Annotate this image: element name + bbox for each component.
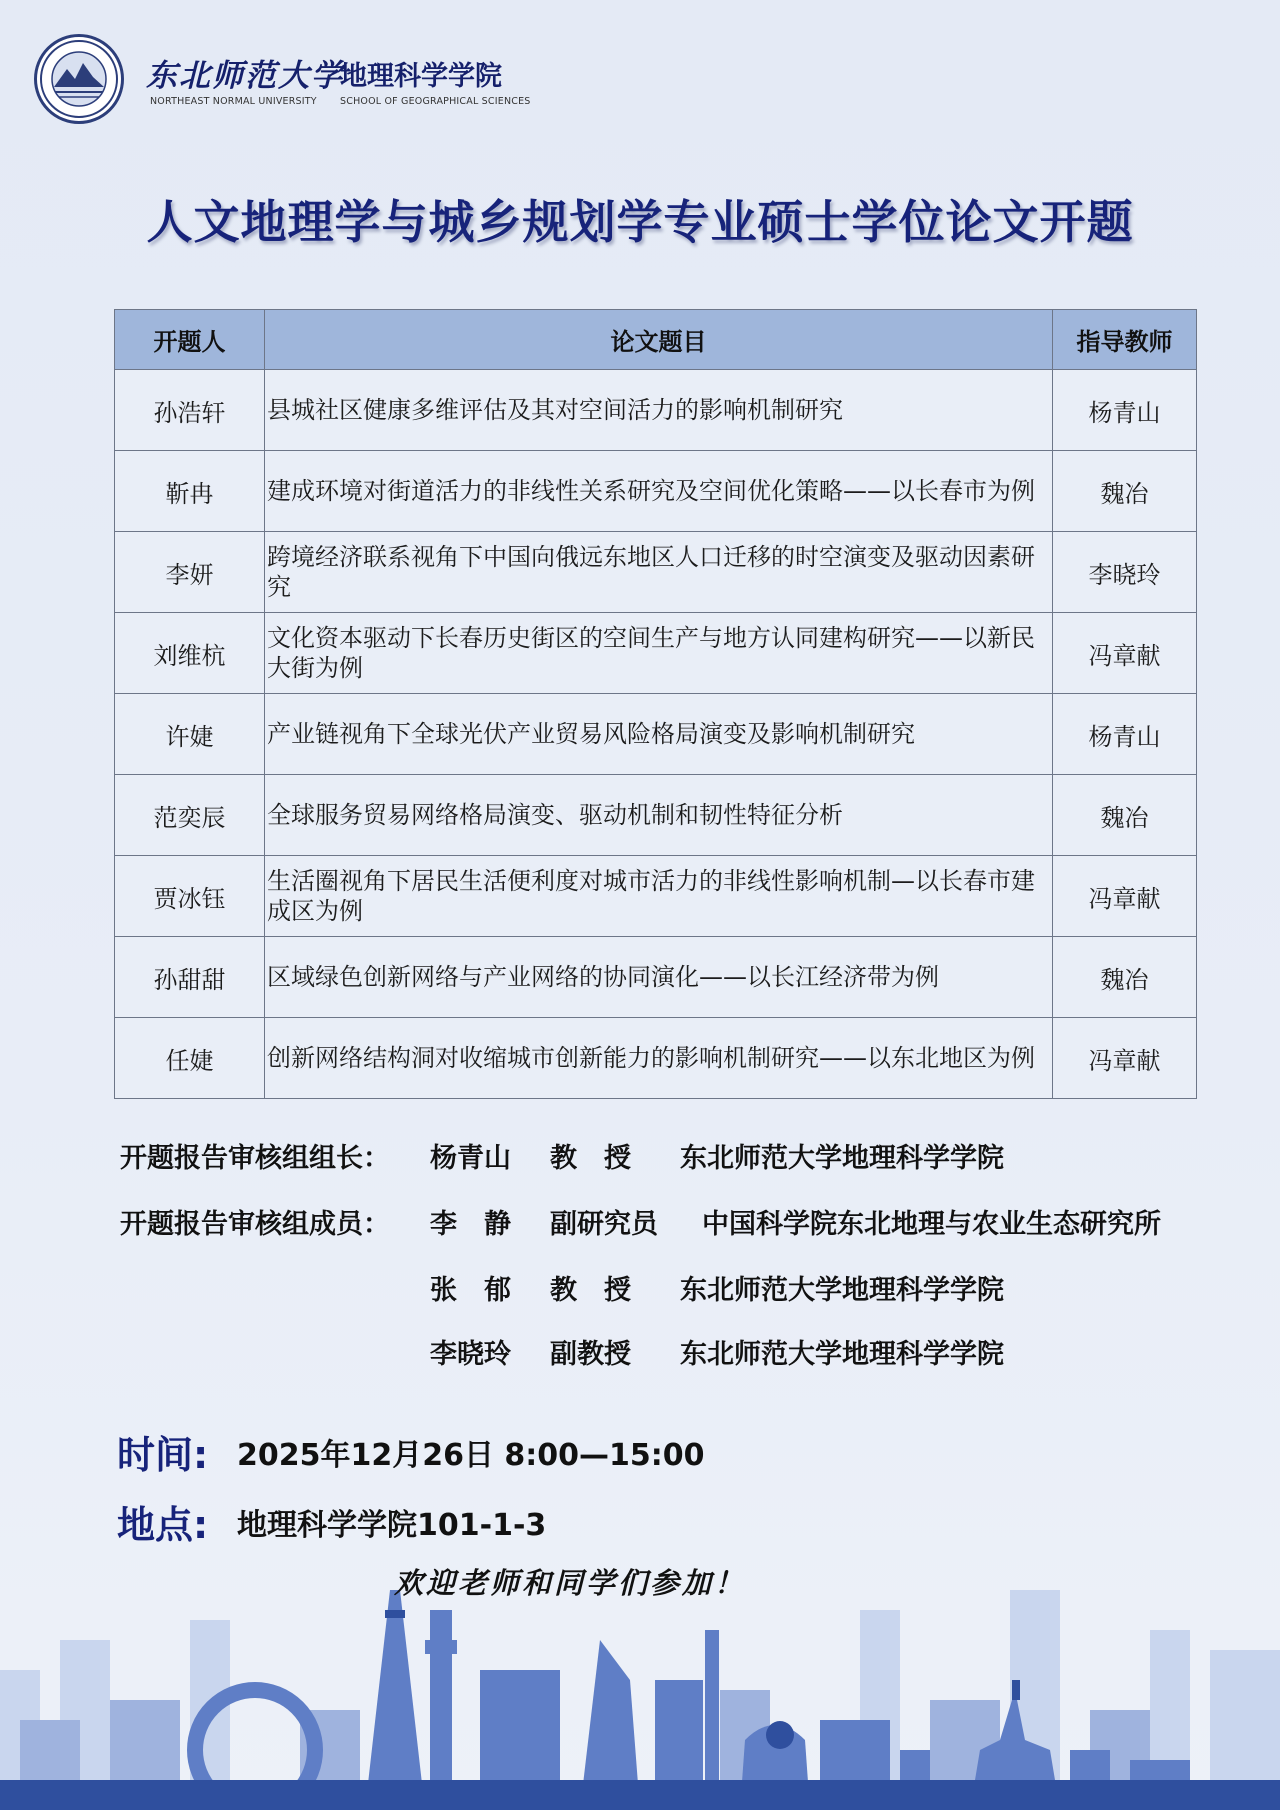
advisor-name: 李晓玲 <box>1053 532 1197 613</box>
table-row <box>115 532 1197 613</box>
table-row <box>115 937 1197 1018</box>
thesis-title: 县城社区健康多维评估及其对空间活力的影响机制研究 <box>265 370 1053 451</box>
university-logo <box>34 34 124 124</box>
advisor-name: 冯章献 <box>1053 613 1197 694</box>
table-row <box>115 613 1197 694</box>
advisor-name: 杨青山 <box>1053 694 1197 775</box>
presenter-name: 靳冉 <box>115 451 265 532</box>
time-label: 时间: <box>117 1433 209 1477</box>
member-rank: 副教授 <box>550 1339 631 1370</box>
thesis-title: 跨境经济联系视角下中国向俄远东地区人口迁移的时空演变及驱动因素研究 <box>265 532 1053 613</box>
header <box>34 34 634 130</box>
presenter-name: 贾冰钰 <box>115 856 265 937</box>
member-org: 东北师范大学地理科学学院 <box>680 1339 1004 1370</box>
committee-member-row <box>120 1268 1220 1308</box>
table-row <box>115 856 1197 937</box>
thesis-title: 建成环境对街道活力的非线性关系研究及空间优化策略——以长春市为例 <box>265 451 1053 532</box>
thesis-title: 创新网络结构洞对收缩城市创新能力的影响机制研究——以东北地区为例 <box>265 1018 1053 1099</box>
advisor-name: 魏冶 <box>1053 937 1197 1018</box>
advisor-name: 杨青山 <box>1053 370 1197 451</box>
presenter-name: 孙甜甜 <box>115 937 265 1018</box>
member-org: 东北师范大学地理科学学院 <box>680 1143 1004 1174</box>
committee-member-row <box>120 1332 1220 1372</box>
thesis-title: 全球服务贸易网络格局演变、驱动机制和韧性特征分析 <box>265 775 1053 856</box>
university-name-en: NORTHEAST NORMAL UNIVERSITY <box>150 96 317 107</box>
member-name: 李晓玲 <box>430 1339 511 1370</box>
member-org: 东北师范大学地理科学学院 <box>680 1275 1004 1306</box>
member-name: 杨青山 <box>430 1143 511 1174</box>
member-rank: 教 授 <box>550 1143 631 1174</box>
presenter-name: 刘维杭 <box>115 613 265 694</box>
page-title: 人文地理学与城乡规划学专业硕士学位论文开题 <box>146 195 1134 249</box>
thesis-title: 生活圈视角下居民生活便利度对城市活力的非线性影响机制—以长春市建成区为例 <box>265 856 1053 937</box>
table-row <box>115 775 1197 856</box>
advisor-name: 冯章献 <box>1053 1018 1197 1099</box>
presenter-name: 范奕辰 <box>115 775 265 856</box>
table-row <box>115 694 1197 775</box>
presenter-name: 孙浩轩 <box>115 370 265 451</box>
presenter-name: 许婕 <box>115 694 265 775</box>
member-rank: 教 授 <box>550 1275 631 1306</box>
committee-member-row <box>120 1202 1220 1242</box>
committee-leader-row <box>120 1136 1220 1176</box>
members-label: 开题报告审核组成员： <box>120 1209 390 1240</box>
thesis-title: 产业链视角下全球光伏产业贸易风险格局演变及影响机制研究 <box>265 694 1053 775</box>
presenter-name: 李妍 <box>115 532 265 613</box>
thesis-title: 区域绿色创新网络与产业网络的协同演化——以长江经济带为例 <box>265 937 1053 1018</box>
logo-emblem-icon <box>37 37 121 121</box>
time-value: 2025年12月26日 8:00—15:00 <box>237 1438 705 1473</box>
school-name-cn: 地理科学学院 <box>340 61 502 92</box>
header-advisor: 指导教师 <box>1053 310 1197 370</box>
thesis-title: 文化资本驱动下长春历史街区的空间生产与地方认同建构研究——以新民大街为例 <box>265 613 1053 694</box>
member-rank: 副研究员 <box>550 1209 658 1240</box>
leader-label: 开题报告审核组组长： <box>120 1143 390 1174</box>
advisor-name: 魏冶 <box>1053 451 1197 532</box>
table-row <box>115 370 1197 451</box>
welcome-message: 欢迎老师和同学们参加！ <box>394 1566 747 1600</box>
member-name: 李 静 <box>430 1209 511 1240</box>
header-thesis-title: 论文题目 <box>265 310 1053 370</box>
advisor-name: 冯章献 <box>1053 856 1197 937</box>
presenter-name: 任婕 <box>115 1018 265 1099</box>
table-row <box>115 1018 1197 1099</box>
table-row <box>115 451 1197 532</box>
advisor-name: 魏冶 <box>1053 775 1197 856</box>
header-presenter: 开题人 <box>115 310 265 370</box>
university-name-cn: 东北师范大学 <box>146 58 344 94</box>
school-name-en: SCHOOL OF GEOGRAPHICAL SCIENCES <box>340 96 531 107</box>
topics-table <box>114 309 1197 1099</box>
place-value: 地理科学学院101-1-3 <box>237 1508 547 1543</box>
member-org: 中国科学院东北地理与农业生态研究所 <box>702 1209 1161 1240</box>
place-label: 地点: <box>117 1503 209 1547</box>
member-name: 张 郁 <box>430 1275 511 1306</box>
table-header-row <box>115 310 1197 370</box>
